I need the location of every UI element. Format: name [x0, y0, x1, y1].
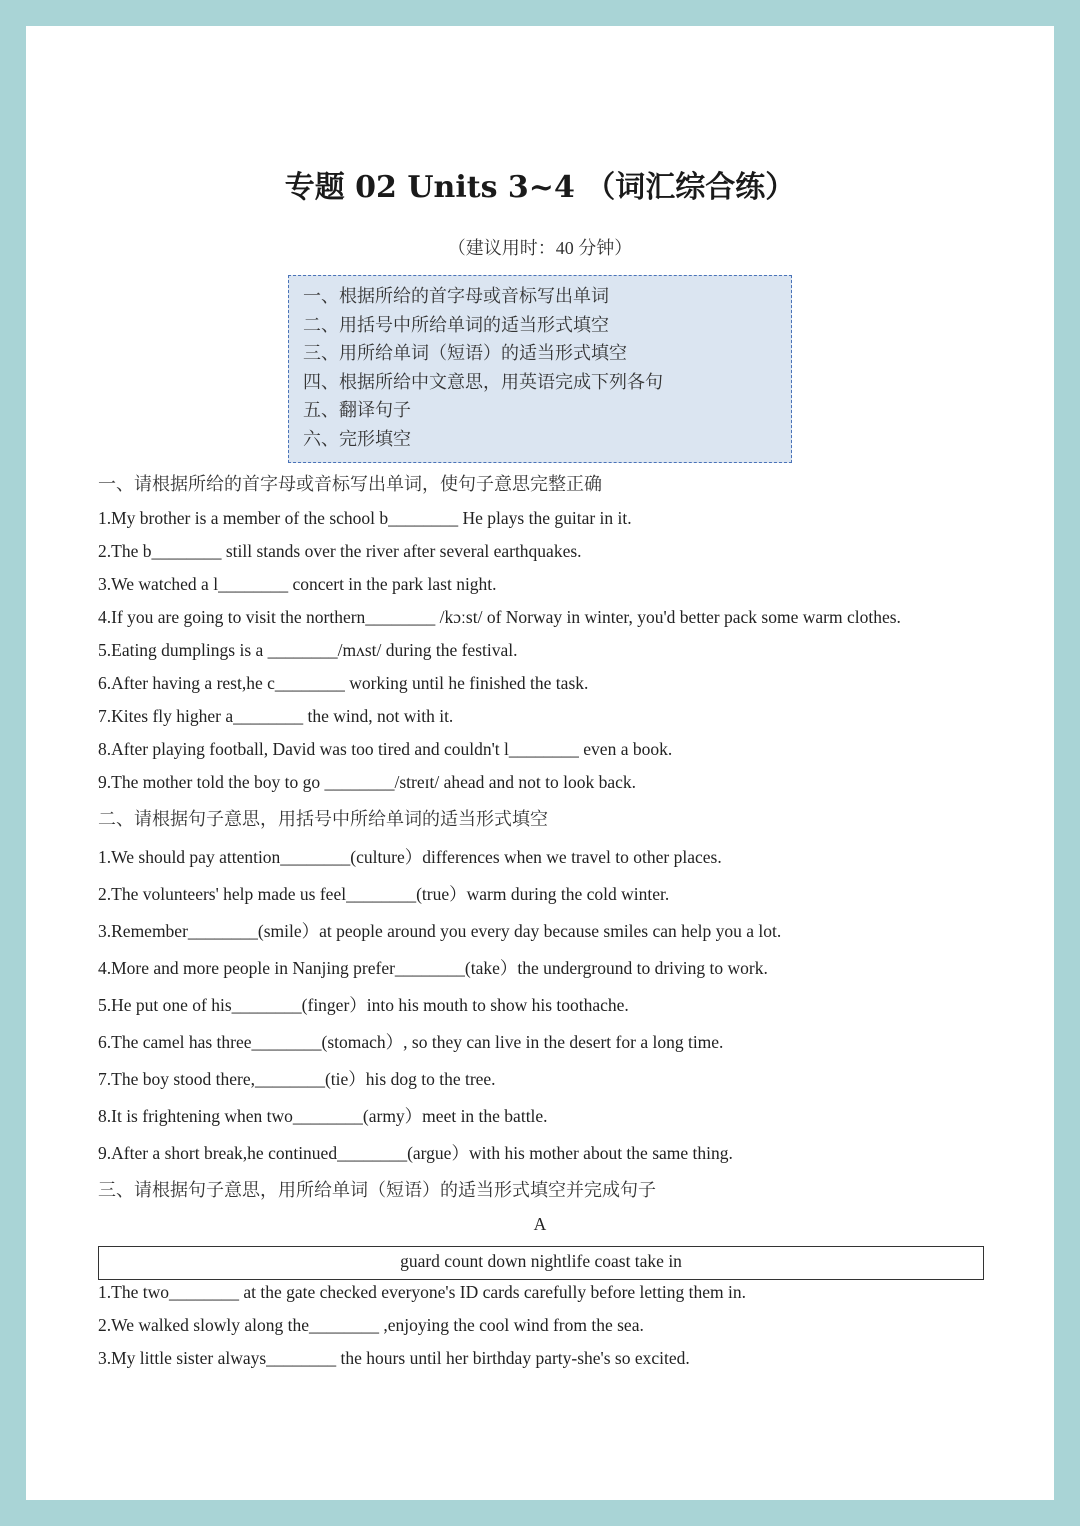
question-item: 7.The boy stood there,________(tie）his dog to the tree.: [98, 1069, 496, 1089]
question-item: 2.The b________ still stands over the river after several earthquakes.: [98, 541, 582, 561]
question-item: 3.Remember________(smile）at people around you every day because smiles can help you a lot.: [98, 921, 782, 941]
outline-item: 三、用所给单词（短语）的适当形式填空: [303, 343, 627, 363]
question-item: 1.The two________ at the gate checked everyone's ID cards carefully before letting them in.: [98, 1282, 746, 1302]
question-item: 8.After playing football, David was too tired and couldn't l________ even a book.: [98, 739, 673, 759]
question-item: 1.My brother is a member of the school b________ He plays the guitar in it.: [98, 508, 632, 528]
question-item: 9.The mother told the boy to go ________/streɪt/ ahead and not to look back.: [98, 772, 637, 792]
question-item: 9.After a short break,he continued________(argue）with his mother about the same thing.: [98, 1143, 733, 1163]
part-label: A: [533, 1214, 547, 1234]
worksheet-page: [26, 26, 1054, 1500]
question-item: 5.Eating dumplings is a ________/mʌst/ during the festival.: [98, 640, 518, 660]
outline-item: 四、根据所给中文意思，用英语完成下列各句: [303, 371, 663, 392]
outline-item: 二、用括号中所给单词的适当形式填空: [303, 314, 609, 335]
section3-heading: 三、请根据句子意思，用所给单词（短语）的适当形式填空并完成句子: [98, 1180, 656, 1200]
section2-heading: 二、请根据句子意思，用括号中所给单词的适当形式填空: [98, 809, 548, 829]
suggested-time: （建议用时：40 分钟）: [447, 238, 633, 258]
question-item: 1.We should pay attention________(culture）differences when we travel to other places.: [98, 847, 722, 867]
question-item: 6.After having a rest,he c________ working until he finished the task.: [98, 673, 589, 693]
question-item: 5.He put one of his________(finger）into his mouth to show his toothache.: [98, 995, 629, 1015]
question-item: 4.More and more people in Nanjing prefer________(take）the underground to driving to work.: [98, 958, 768, 978]
question-item: 2.The volunteers' help made us feel________(true）warm during the cold winter.: [98, 884, 670, 904]
outline-item: 五、翻译句子: [303, 400, 411, 420]
question-item: 6.The camel has three________(stomach）, so they can live in the desert for a long time.: [98, 1032, 724, 1052]
outline-item: 六、完形填空: [303, 428, 411, 449]
question-item: 2.We walked slowly along the________ ,enjoying the cool wind from the sea.: [98, 1315, 644, 1335]
word-bank-box: guard count down nightlife coast take in: [98, 1246, 984, 1280]
section-outline-box: [288, 275, 792, 463]
outline-item: 一、根据所给的首字母或音标写出单词: [303, 286, 609, 306]
question-item: 3.We watched a l________ concert in the park last night.: [98, 574, 497, 594]
question-item: 8.It is frightening when two________(army）meet in the battle.: [98, 1106, 548, 1126]
section1-heading: 一、请根据所给的首字母或音标写出单词，使句子意思完整正确: [98, 474, 602, 494]
page-title: 专题 02 Units 3~4 （词汇综合练）: [284, 170, 796, 205]
question-item: 7.Kites fly higher a________ the wind, not with it.: [98, 706, 454, 726]
question-item: 3.My little sister always________ the hours until her birthday party-she's so excited.: [98, 1348, 690, 1368]
question-item: 4.If you are going to visit the northern________ /kɔːst/ of Norway in winter, you'd better pack some warm clothes.: [98, 607, 901, 627]
